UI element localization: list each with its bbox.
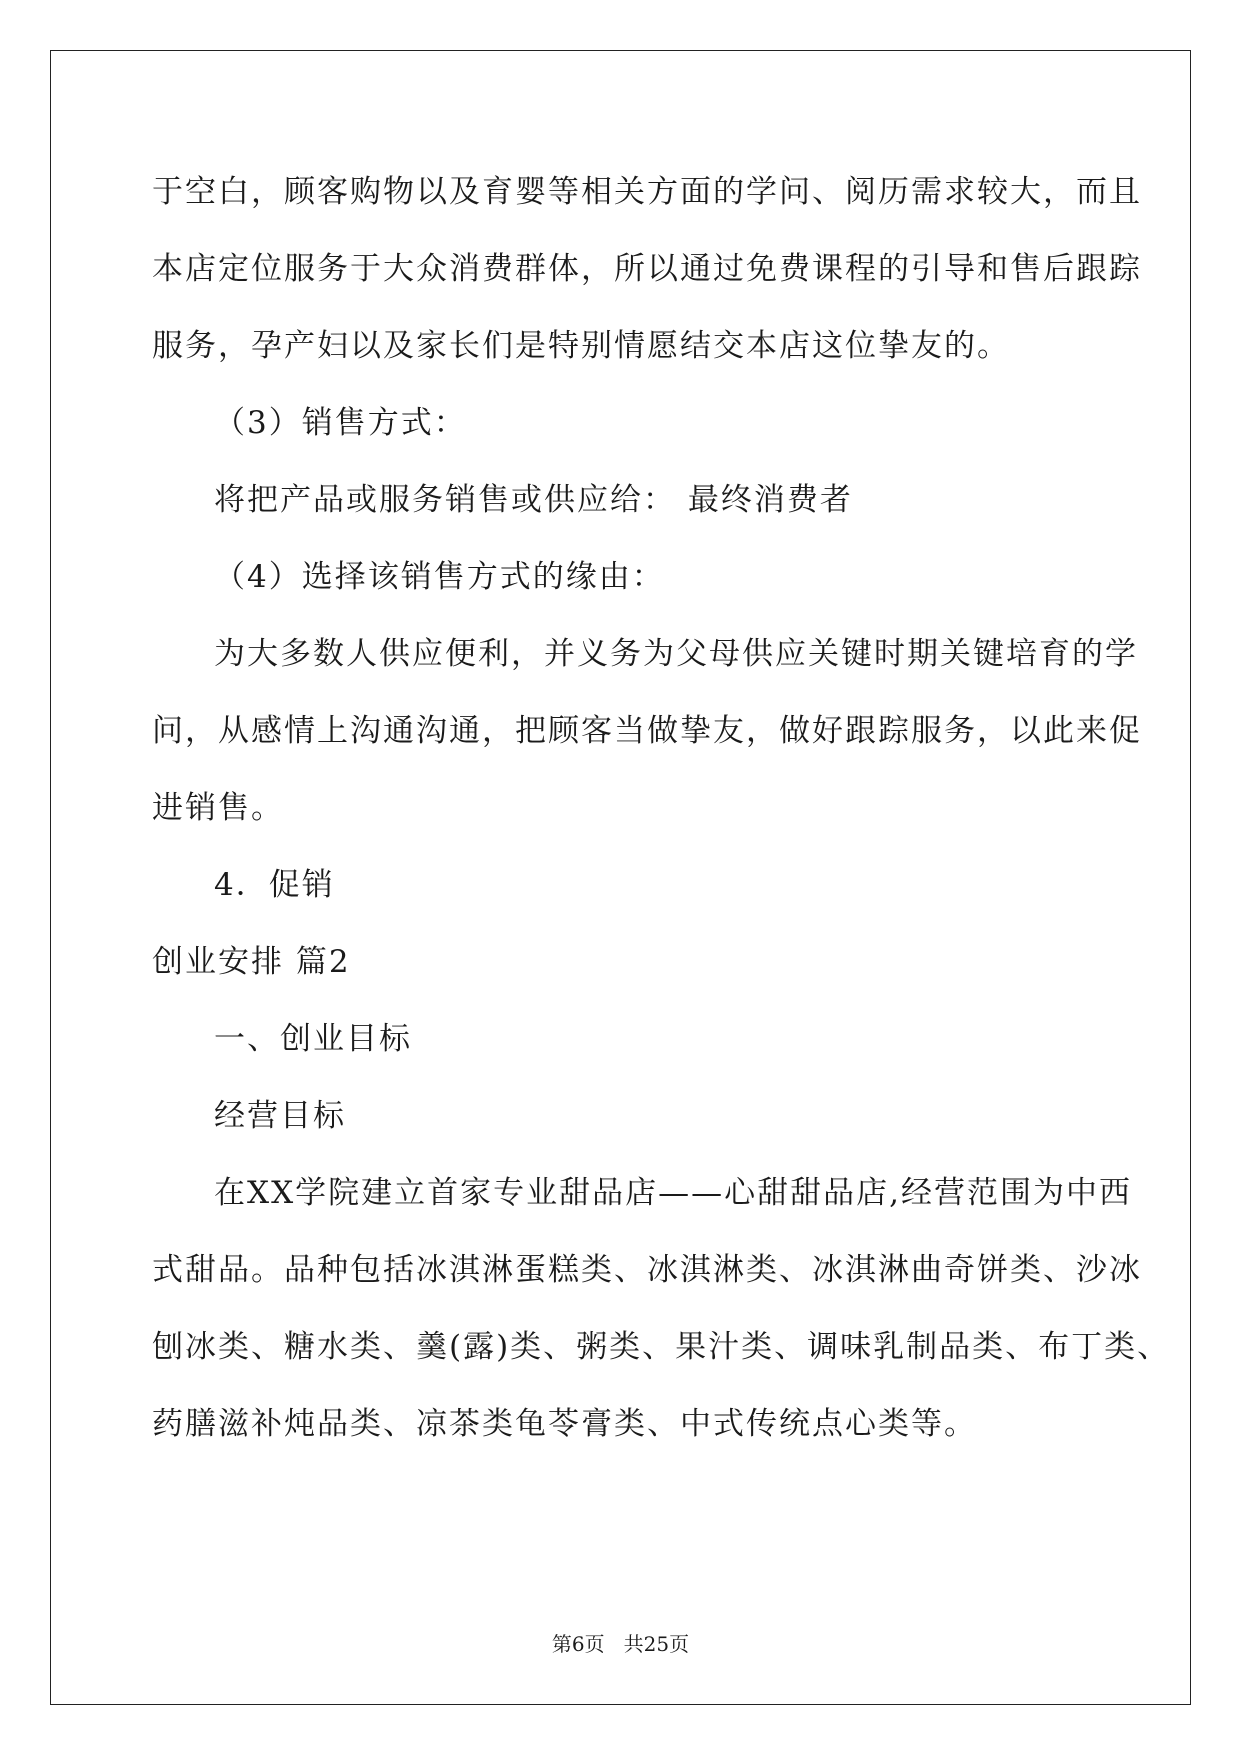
paragraph-line: 问，从感情上沟通沟通，把顾客当做挚友，做好跟踪服务，以此来促 [152,713,1142,749]
section-heading: 一、创业目标 [214,1021,412,1057]
paragraph-line: 刨冰类、糖水类、羹(露)类、粥类、果汁类、调味乳制品类、布丁类、 [152,1329,1171,1365]
section-heading: （4）选择该销售方式的缘由： [214,559,665,595]
paragraph-line: 服务，孕产妇以及家长们是特别情愿结交本店这位挚友的。 [152,328,1010,364]
paragraph-line: 进销售。 [152,790,284,826]
paragraph-line: 药膳滋补炖品类、凉茶类龟苓膏类、中式传统点心类等。 [152,1406,977,1442]
section-heading: 4．促销 [214,867,335,903]
paragraph-line: 在XX学院建立首家专业甜品店——心甜甜品店,经营范围为中西 [214,1175,1132,1211]
page-footer: 第6页 共25页 [551,1632,690,1656]
paragraph-line: 式甜品。品种包括冰淇淋蛋糕类、冰淇淋类、冰淇淋曲奇饼类、沙冰 [152,1252,1142,1288]
paragraph-line: 为大多数人供应便利，并义务为父母供应关键时期关键培育的学 [214,636,1138,672]
section-heading: 经营目标 [214,1098,346,1134]
paragraph-line: 本店定位服务于大众消费群体，所以通过免费课程的引导和售后跟踪 [152,251,1142,287]
chapter-title: 创业安排 篇2 [152,944,351,980]
paragraph-line: 将把产品或服务销售或供应给： 最终消费者 [214,482,853,518]
paragraph-line: 于空白，顾客购物以及育婴等相关方面的学问、阅历需求较大，而且 [152,174,1142,210]
section-heading: （3）销售方式： [214,405,467,441]
